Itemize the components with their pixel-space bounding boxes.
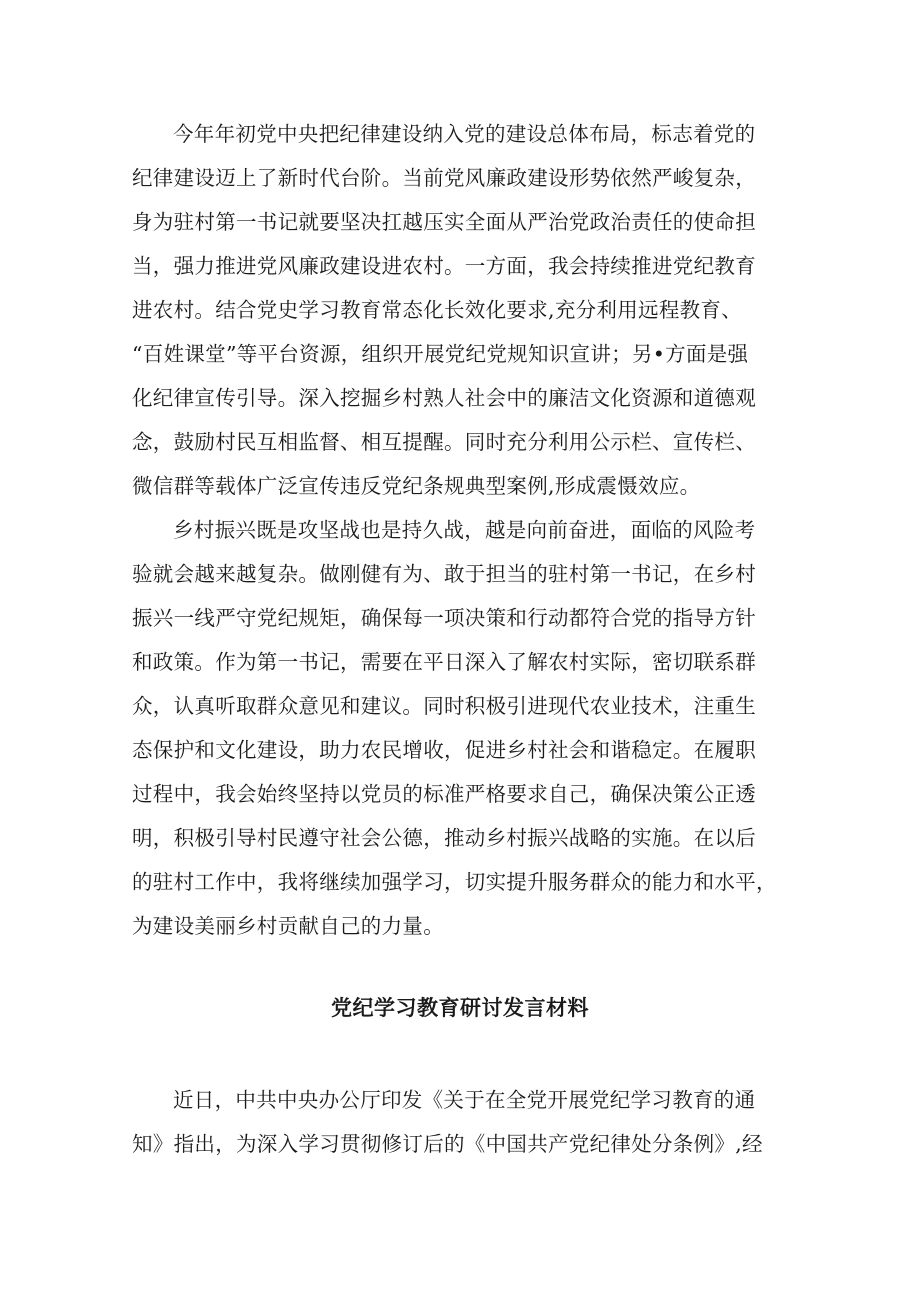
text-line: 身为驻村第一书记就要坚决扛越压实全面从严治党政治责任的使命担 — [132, 210, 756, 234]
text-line: 明，积极引导村民遵守社会公德，推动乡村振兴战略的实施。在以后 — [132, 826, 756, 850]
text-line: “百姓课堂”等平台资源，组织开展党纪党规知识宣讲；另•方面是强 — [132, 342, 749, 366]
text-line: 当，强力推进党风廉政建设进农村。一方面，我会持续推进党纪教育 — [132, 254, 756, 278]
text-line: 知》指出，为深入学习贯彻修订后的《中国共产党纪律处分条例》,经 — [132, 1132, 763, 1156]
text-line: 进农村。结合党史学习教育常态化长效化要求,充分利用远程教育、 — [132, 298, 743, 322]
text-line: 验就会越来越复杂。做刚健有为、敢于担当的驻村第一书记，在乡村 — [132, 562, 756, 586]
paragraph-3 — [132, 1078, 796, 1166]
text-line: 的驻村工作中，我将继续加强学习，切实提升服务群众的能力和水平， — [132, 870, 777, 894]
text-line: 化纪律宣传引导。深入挖掘乡村熟人社会中的廉洁文化资源和道德观 — [132, 386, 756, 410]
text-line: 念，鼓励村民互相监督、相互提醒。同时充分利用公示栏、宣传栏、 — [132, 430, 756, 454]
text-line: 和政策。作为第一书记，需要在平日深入了解农村实际，密切联系群 — [132, 650, 756, 674]
section-heading: 党纪学习教育研讨发言材料 — [331, 996, 589, 1020]
text-line: 振兴一线严守党纪规矩，确保每一项决策和行动都符合党的指导方针 — [132, 606, 756, 630]
paragraph-2 — [132, 508, 796, 948]
text-line: 纪律建设迈上了新时代台阶。当前党风廉政建设形势依然严峻复杂， — [132, 166, 756, 190]
text-line: 为建设美丽乡村贡献自己的力量。 — [132, 914, 444, 938]
text-line: 过程中，我会始终坚持以党员的标准严格要求自己，确保决策公正透 — [132, 782, 756, 806]
text-line: 今年年初党中央把纪律建设纳入党的建设总体布局，标志着党的 — [173, 122, 756, 146]
text-line: 众，认真听取群众意见和建议。同时积极引进现代农业技术，注重生 — [132, 694, 756, 718]
text-line: 近日，中共中央办公厅印发《关于在全党开展党纪学习教育的通 — [173, 1088, 756, 1112]
text-line: 态保护和文化建设，助力农民增收，促进乡村社会和谐稳定。在履职 — [132, 738, 756, 762]
text-line: 乡村振兴既是攻坚战也是持久战，越是向前奋进，面临的风险考 — [173, 518, 756, 542]
paragraph-1 — [132, 112, 796, 508]
text-line: 微信群等载体广泛宣传违反党纪条规典型案例,形成震慑效应。 — [132, 474, 701, 498]
